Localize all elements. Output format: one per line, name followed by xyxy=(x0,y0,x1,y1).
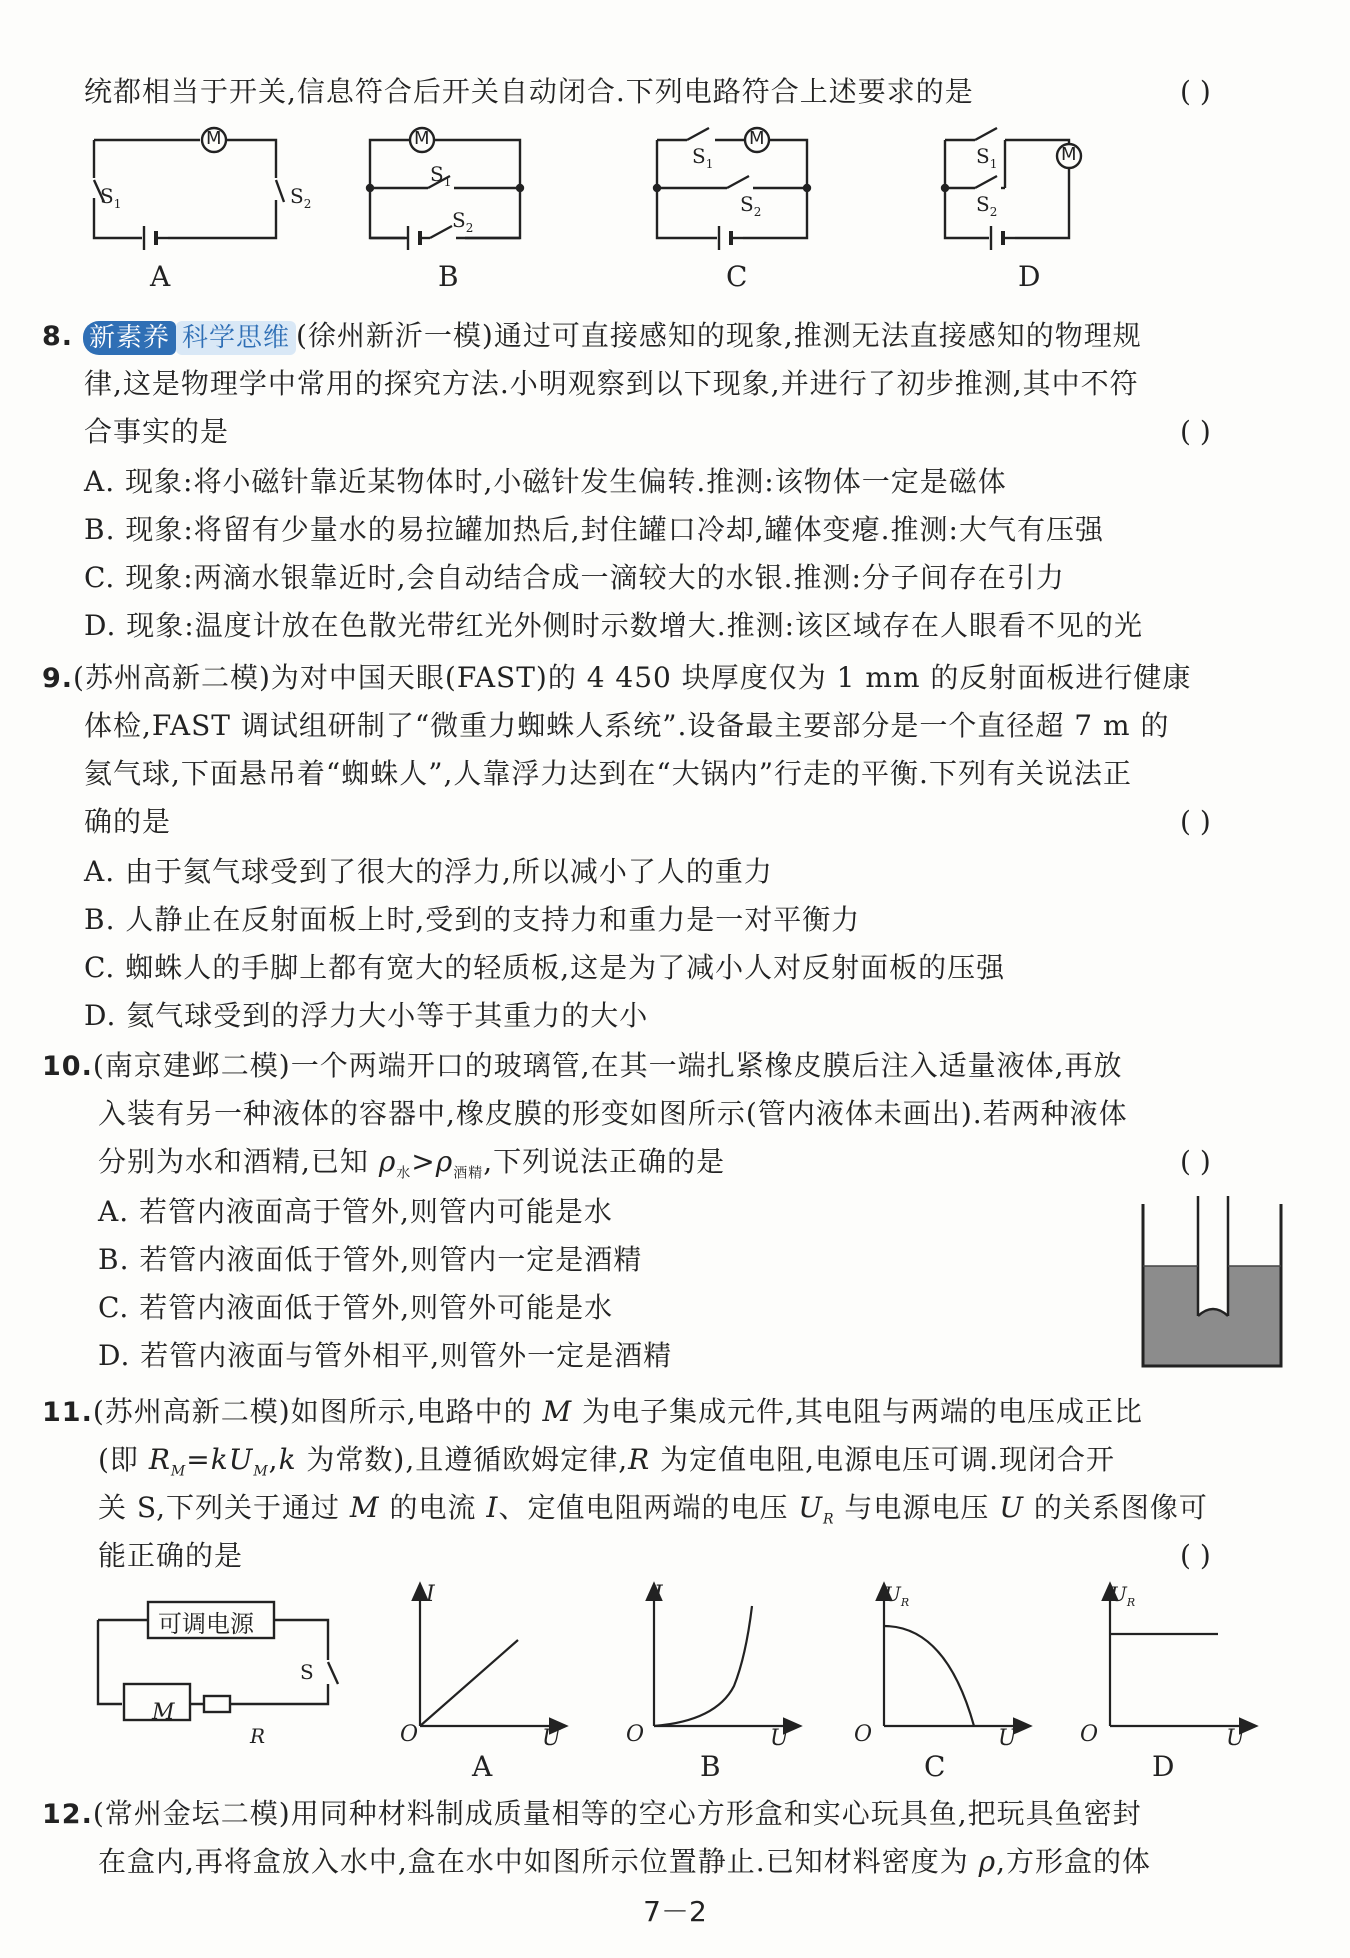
q9-line-2: 体检,FAST 调试组研制了“微重力蜘蛛人系统”.设备最主要部分是一个直径超 7 m 的 xyxy=(84,709,1170,742)
q10-line-1: 10.(南京建邺二模)一个两端开口的玻璃管,在其一端扎紧橡皮膜后注入适量液体,再放 xyxy=(42,1049,1123,1082)
graph-a-y-axis-label: I xyxy=(426,1582,435,1607)
q8-option-c: C. 现象:两滴水银靠近时,会自动结合成一滴较大的水银.推测:分子间存在引力 xyxy=(84,561,1065,594)
q7-circuits-figure xyxy=(70,120,1130,295)
graph-b-y-axis-label: I xyxy=(654,1582,663,1607)
circuit-d-motor-label: M xyxy=(1061,144,1077,165)
q9-option-c: C. 蜘蛛人的手脚上都有宽大的轻质板,这是为了减小人对反射面板的压强 xyxy=(84,951,1006,984)
q7-stem-tail: 统都相当于开关,信息符合后开关自动闭合.下列电路符合上述要求的是 xyxy=(84,75,974,108)
q12-line-1: 12.(常州金坛二模)用同种材料制成质量相等的空心方形盒和实心玩具鱼,把玩具鱼密封 xyxy=(42,1797,1142,1830)
q10-line-3: 分别为水和酒精,已知 $\rho_水>\rho_{酒精}$,下列说法正确的是 xyxy=(98,1145,726,1182)
q11-answer-paren: ( ) xyxy=(1180,1539,1211,1572)
circuit-d-letter: D xyxy=(1018,260,1041,293)
q8-number: 8. xyxy=(42,321,74,352)
circuit-c-s1-label: $S_1$ xyxy=(692,144,714,171)
circuit-b-letter: B xyxy=(438,260,459,293)
circuit-c-s2-label: $S_2$ xyxy=(740,192,762,219)
q8-tag-scientific-thinking: 科学思维 xyxy=(176,321,296,355)
graph-d-x-axis-label: U xyxy=(1226,1726,1245,1751)
q8-line-3: 合事实的是 xyxy=(84,415,230,448)
circuit-d-s2-label: $S_2$ xyxy=(976,192,998,219)
graph-b-origin: O xyxy=(626,1722,645,1747)
q7-answer-paren: ( ) xyxy=(1180,75,1211,108)
q11-line-4: 能正确的是 xyxy=(98,1539,244,1572)
switch-s-label: S xyxy=(300,1660,314,1684)
graph-b xyxy=(654,1590,794,1726)
circuit-b-motor-label: M xyxy=(414,128,430,149)
circuit-a-s1-label: $S_1$ xyxy=(100,184,122,211)
circuit-c-letter: C xyxy=(726,260,748,293)
graph-d-y-axis-label: $U_R$ xyxy=(1110,1582,1136,1609)
q10-answer-paren: ( ) xyxy=(1180,1145,1211,1178)
q9-line-1: 9.(苏州高新二模)为对中国天眼(FAST)的 4 450 块厚度仅为 1 mm 的反射面板进行健康 xyxy=(42,661,1192,694)
q11-number: 11. xyxy=(42,1397,93,1428)
circuit-c-diagram xyxy=(654,128,810,250)
graph-a-letter: A xyxy=(472,1750,493,1783)
graph-c xyxy=(884,1590,1024,1726)
q11-line-3: 关 S,下列关于通过 M 的电流 I、定值电阻两端的电压 $U_R$ 与电源电压 U 的关系图像可 xyxy=(98,1491,1208,1528)
graph-c-y-axis-label: $U_R$ xyxy=(884,1582,910,1609)
circuit-d-s1-label: $S_1$ xyxy=(976,144,998,171)
page-number: 7－2 xyxy=(643,1895,707,1928)
q11-line-1: 11.(苏州高新二模)如图所示,电路中的 M 为电子集成元件,其电阻与两端的电压成正比 xyxy=(42,1395,1143,1428)
q8-option-a: A. 现象:将小磁针靠近某物体时,小磁针发生偏转.推测:该物体一定是磁体 xyxy=(84,465,1007,498)
graph-d-letter: D xyxy=(1152,1750,1175,1783)
circuit-b-s1-label: $S_1$ xyxy=(430,162,452,189)
q12-line-2: 在盒内,再将盒放入水中,盒在水中如图所示位置静止.已知材料密度为 ρ,方形盒的体 xyxy=(98,1845,1151,1878)
q9-answer-paren: ( ) xyxy=(1180,805,1211,838)
q10-option-d: D. 若管内液面与管外相平,则管外一定是酒精 xyxy=(98,1339,673,1372)
graph-c-letter: C xyxy=(924,1750,946,1783)
circuit-a-letter: A xyxy=(150,260,171,293)
q8-option-d: D. 现象:温度计放在色散光带红光外侧时示数增大.推测:该区域存在人眼看不见的光 xyxy=(84,609,1144,642)
q11-graphs-figure xyxy=(390,1576,1290,1756)
graph-d-origin: O xyxy=(1080,1722,1099,1747)
q8-answer-paren: ( ) xyxy=(1180,415,1211,448)
q8-line-2: 律,这是物理学中常用的探究方法.小明观察到以下现象,并进行了初步推测,其中不符 xyxy=(84,367,1139,400)
graph-c-x-axis-label: U xyxy=(998,1726,1017,1751)
q8-line-1: 8. 新素养 科学思维 (徐州新沂一模)通过可直接感知的现象,推测无法直接感知的物理规 xyxy=(42,319,1142,353)
circuit-a-motor-label: M xyxy=(206,128,222,149)
q10-number: 10. xyxy=(42,1051,93,1082)
q10-line-2: 入装有另一种液体的容器中,橡皮膜的形变如图所示(管内液体未画出).若两种液体 xyxy=(98,1097,1128,1130)
graph-d xyxy=(1110,1590,1250,1726)
q9-option-a: A. 由于氦气球受到了很大的浮力,所以减小了人的重力 xyxy=(84,855,773,888)
circuit-c-motor-label: M xyxy=(749,128,765,149)
q10-container-figure xyxy=(1138,1196,1288,1376)
q9-line-3: 氦气球,下面悬吊着“蜘蛛人”,人靠浮力达到在“大锅内”行走的平衡.下列有关说法正 xyxy=(84,757,1132,790)
q11-line-2: (即 $R_M=kU_M,k$ 为常数),且遵循欧姆定律,R 为定值电阻,电源电压可调.现闭合开 xyxy=(98,1443,1115,1480)
circuit-a-s2-label: $S_2$ xyxy=(290,184,312,211)
q10-option-a: A. 若管内液面高于管外,则管内可能是水 xyxy=(98,1195,613,1228)
graph-c-origin: O xyxy=(854,1722,873,1747)
q8-tag-new-literacy: 新素养 xyxy=(83,321,176,355)
circuit-a-diagram xyxy=(94,128,284,250)
q9-option-d: D. 氦气球受到的浮力大小等于其重力的大小 xyxy=(84,999,649,1032)
graph-b-x-axis-label: U xyxy=(770,1726,789,1751)
graph-a-origin: O xyxy=(400,1722,419,1747)
q12-number: 12. xyxy=(42,1799,93,1830)
resistor-r-label: R xyxy=(250,1724,266,1748)
adjustable-power-source-label: 可调电源 xyxy=(158,1610,254,1638)
graph-b-letter: B xyxy=(700,1750,721,1783)
q9-number: 9. xyxy=(42,663,74,694)
graph-a-x-axis-label: U xyxy=(542,1726,561,1751)
q10-option-c: C. 若管内液面低于管外,则管外可能是水 xyxy=(98,1291,614,1324)
element-m-label: M xyxy=(152,1700,175,1725)
q9-option-b: B. 人静止在反射面板上时,受到的支持力和重力是一对平衡力 xyxy=(84,903,861,936)
q10-option-b: B. 若管内液面低于管外,则管内一定是酒精 xyxy=(98,1243,643,1276)
circuit-b-diagram xyxy=(367,128,523,250)
q8-option-b: B. 现象:将留有少量水的易拉罐加热后,封住罐口冷却,罐体变瘪.推测:大气有压强 xyxy=(84,513,1104,546)
graph-a xyxy=(420,1590,560,1726)
circuit-b-s2-label: $S_2$ xyxy=(452,208,474,235)
q9-line-4: 确的是 xyxy=(84,805,172,838)
